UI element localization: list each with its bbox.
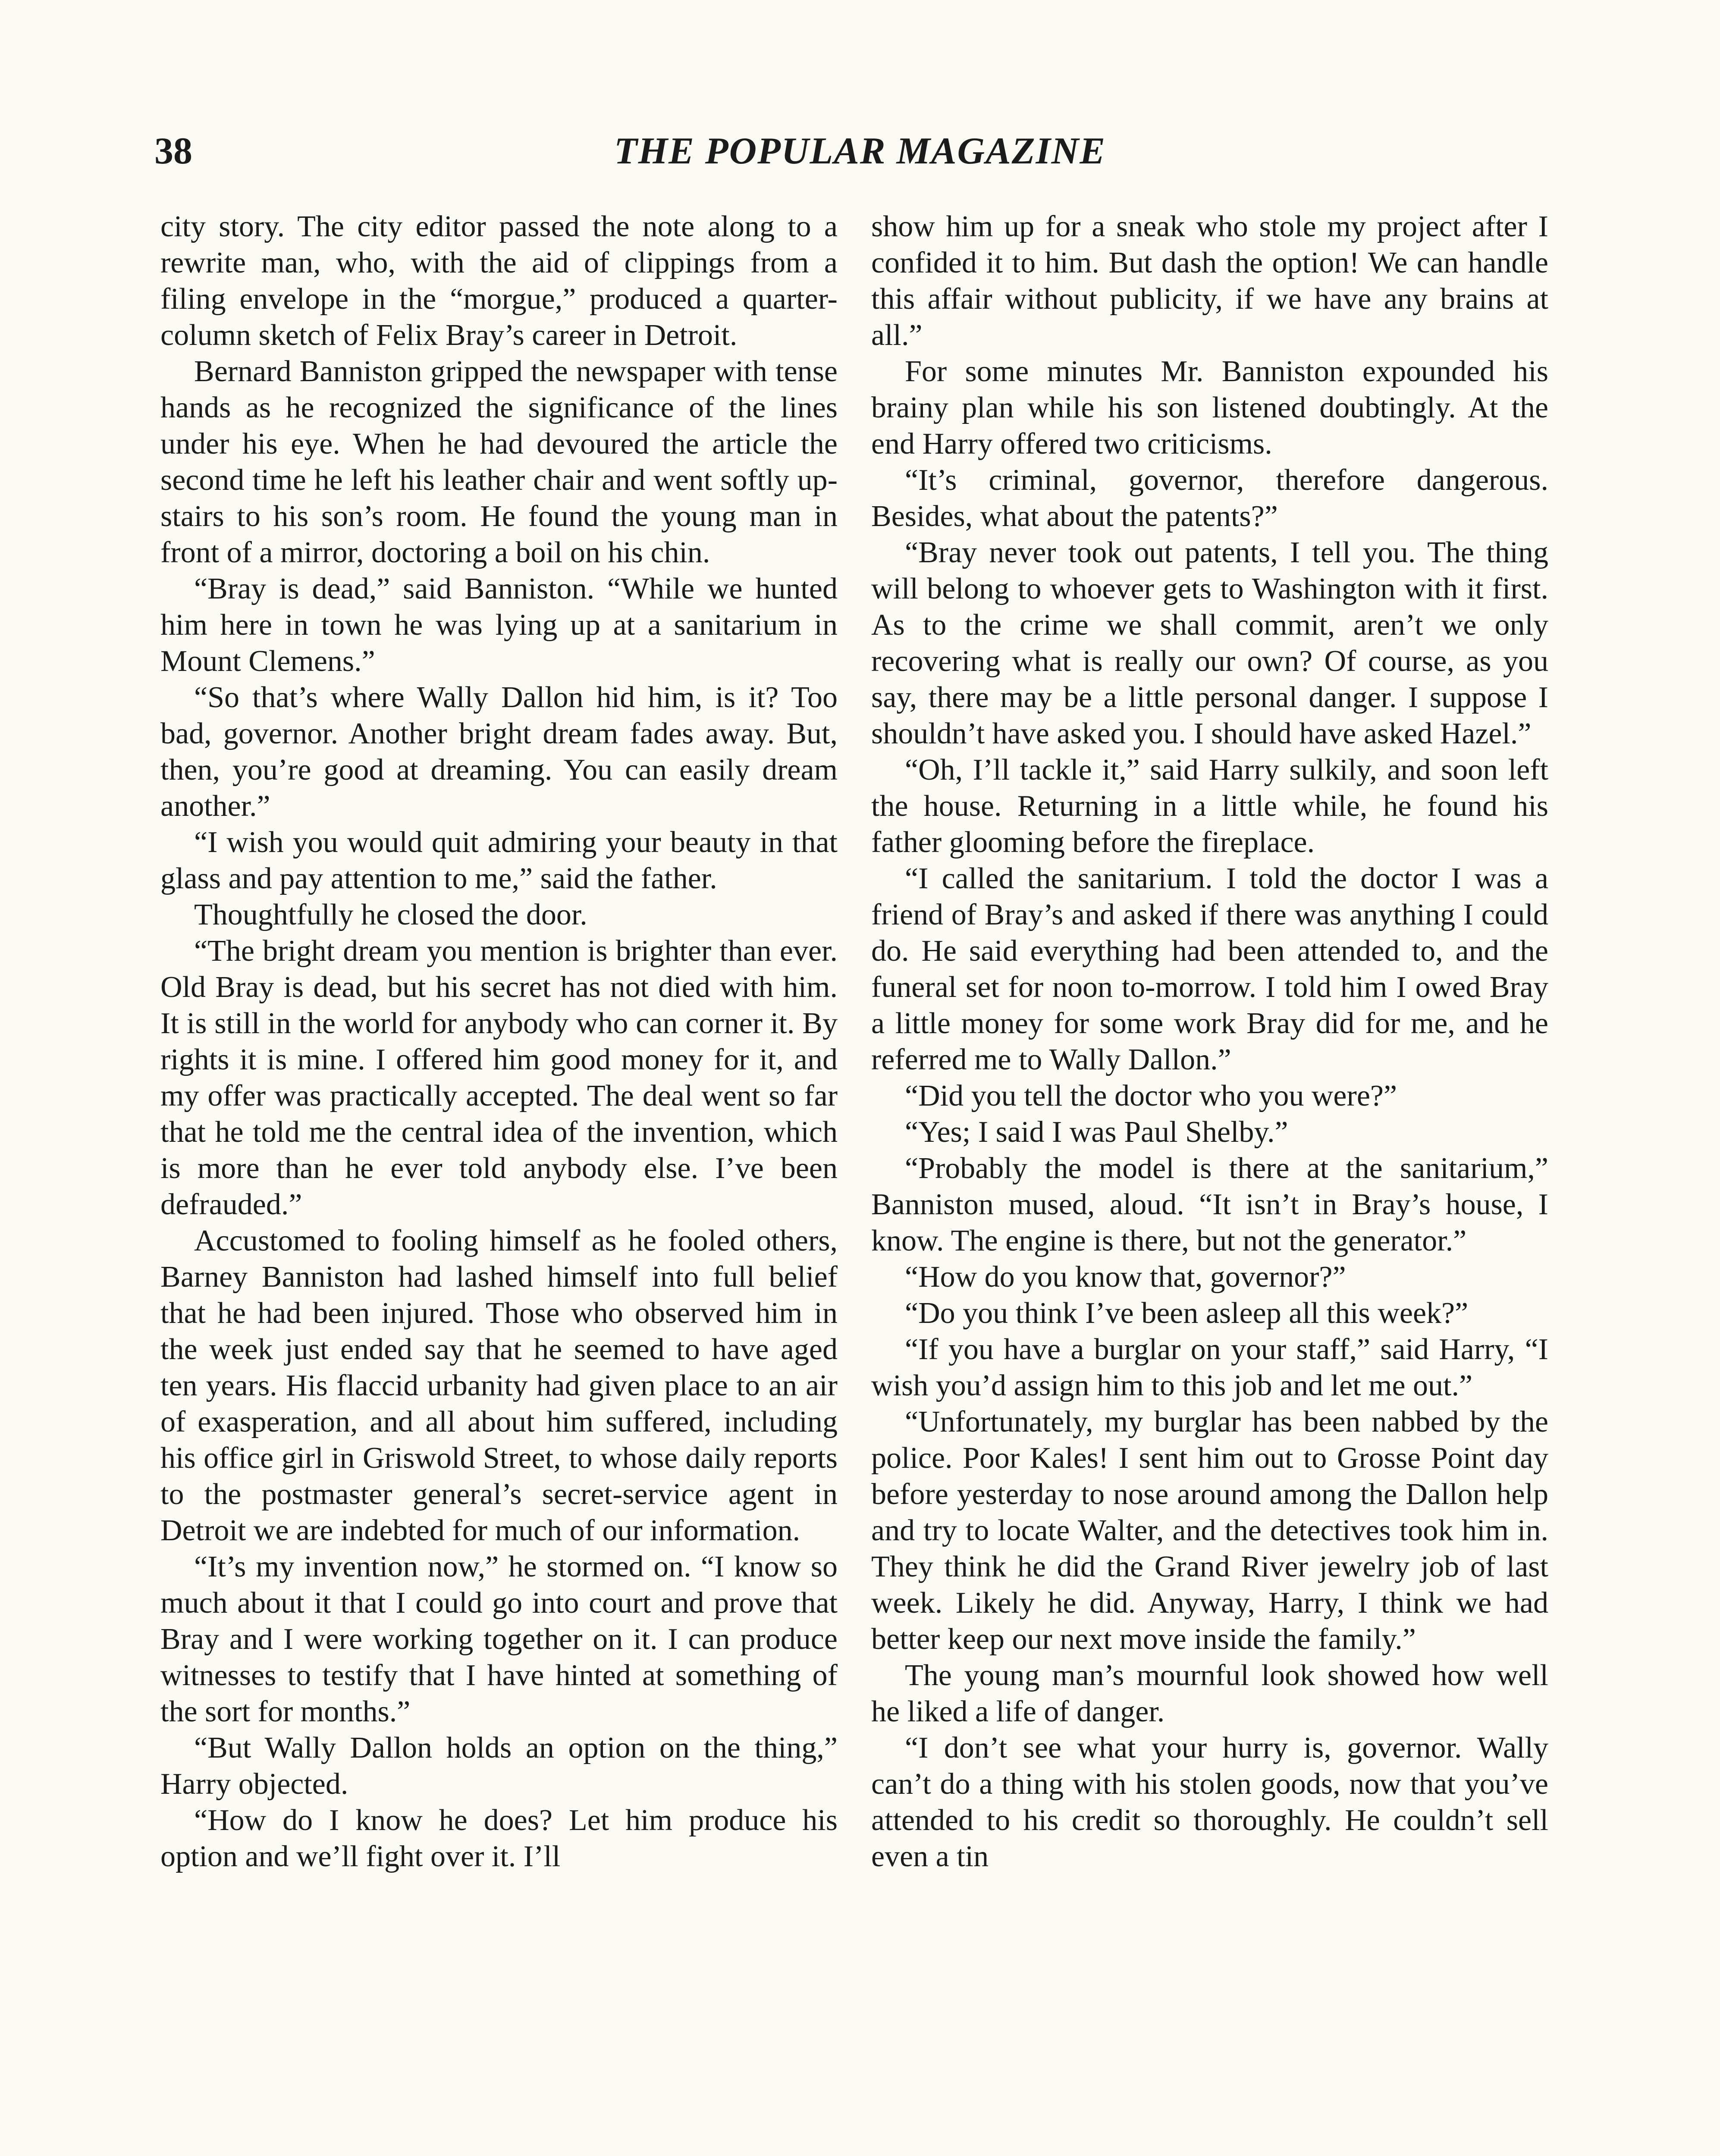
paragraph: “Bray is dead,” said Banniston. “While we hunted him here in town he was lying up at a sanitarium in Mount Clemens.” [160,572,838,678]
paragraph: The young man’s mournful look showed how well he liked a life of danger. [871,1659,1548,1728]
paragraph: “How do I know he does? Let him produce his option and we’ll fight over it. I’ll [160,1804,838,1873]
paragraph: “Oh, I’ll tackle it,” said Harry sulkily, and soon left the house. Returning in a little while, he found his father glooming before the fireplace. [871,753,1548,859]
paragraph: For some minutes Mr. Banniston expounded his brainy plan while his son listened doubtingly. At the end Harry offered two criticisms. [871,355,1548,461]
paragraph: “How do you know that, governor?” [905,1260,1346,1294]
paragraph: “I don’t see what your hurry is, governor. Wally can’t do a thing with his stolen goods, now that you’ve attended to his credit so thoroughly. He couldn’t sell even a tin [871,1731,1548,1873]
paragraph: “So that’s where Wally Dallon hid him, is it? Too bad, governor. Another bright dream fades away. But, then, you’re good at dreaming. You can easily dream another.” [160,681,838,823]
paragraph: “Bray never took out patents, I tell you. The thing will belong to whoever gets to Washington with it first. As to the crime we shall commit, aren’t we only recovering what is really our own? Of course, as you say, there may be a little personal danger. I suppose I shouldn’t have asked you. I should have asked Hazel.” [871,536,1548,750]
left-column [160,209,838,1875]
paragraph: “Unfortunately, my burglar has been nabbed by the police. Poor Kales! I sent him out to Grosse Point day before yesterday to nose around among the Dallon help and try to locate Walter, and the detectives took him in. They think he did the Grand River jewelry job of last week. Likely he did. Anyway, Harry, I think we had better keep our next move inside the family.” [871,1405,1548,1656]
paragraph: show him up for a sneak who stole my project after I confided it to him. But dash the option! We can handle this affair without publicity, if we have any brains at all.” [871,210,1548,352]
paragraph: city story. The city editor passed the note along to a rewrite man, who, with the aid of clippings from a filing envelope in the “morgue,” produced a quarter-column sketch of Felix Bray’s career in Detroit. [160,210,838,352]
running-head: THE POPULAR MAGAZINE [614,130,1106,172]
paragraph: “It’s my invention now,” he stormed on. “I know so much about it that I could go into court and prove that Bray and I were working together on it. I can produce witnesses to testify that I have hinted at something of the sort for months.” [160,1550,838,1728]
paragraph: “I called the sanitarium. I told the doctor I was a friend of Bray’s and asked if there was anything I could do. He said everything had been attended to, and the funeral set for noon to-morrow. I told him I owed Bray a little money for some work Bray did for me, and he referred me to Wally Dallon.” [871,862,1548,1076]
paragraph: “It’s criminal, governor, therefore dangerous. Besides, what about the patents?” [871,464,1548,533]
page-number: 38 [154,130,192,172]
right-column [871,209,1548,1875]
paragraph: “But Wally Dallon holds an option on the thing,” Harry objected. [160,1731,838,1801]
paragraph: “Yes; I said I was Paul Shelby.” [905,1116,1288,1149]
paragraph: “The bright dream you mention is brighter than ever. Old Bray is dead, but his secret has not died with him. It is still in the world for anybody who can corner it. By rights it is mine. I offered him good money for it, and my offer was practically accepted. The deal went so far that he told me the central idea of the invention, which is more than he ever told anybody else. I’ve been defrauded.” [160,934,838,1221]
paragraph: Accustomed to fooling himself as he fooled others, Barney Banniston had lashed himself into full belief that he had been injured. Those who observed him in the week just ended say that he seemed to have aged ten years. His flaccid urbanity had given place to an air of exasperation, and all about him suffered, including his office girl in Griswold Street, to whose daily reports to the postmaster general’s secret-service agent in Detroit we are indebted for much of our information. [160,1224,838,1547]
paragraph: Thoughtfully he closed the door. [194,898,587,931]
paragraph: “Do you think I’ve been asleep all this week?” [905,1297,1469,1330]
paragraph: “Did you tell the doctor who you were?” [905,1079,1397,1112]
paragraph: “If you have a burglar on your staff,” said Harry, “I wish you’d assign him to this job and let me out.” [871,1333,1548,1402]
paragraph: “I wish you would quit admiring your beauty in that glass and pay attention to me,” said the father. [160,826,838,895]
paragraph: “Probably the model is there at the sanitarium,” Banniston mused, aloud. “It isn’t in Bray’s house, I know. The engine is there, but not the generator.” [871,1152,1548,1257]
paragraph: Bernard Banniston gripped the newspaper with tense hands as he recognized the significance of the lines under his eye. When he had devoured the article the second time he left his leather chair and went softly upstairs to his son’s room. He found the young man in front of a mirror, doctoring a boil on his chin. [160,355,838,569]
